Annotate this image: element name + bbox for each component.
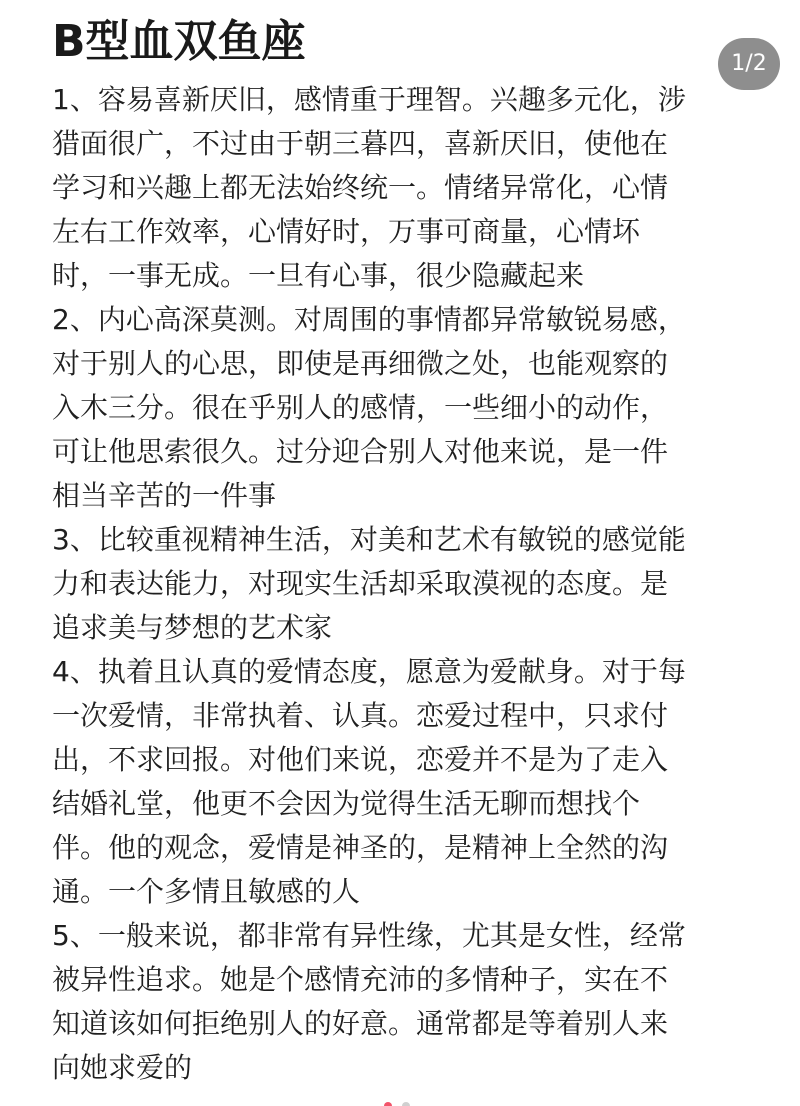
carousel-dot[interactable] (402, 1102, 410, 1106)
text-line: 出，不求回报。对他们来说，恋爱并不是为了走入 (52, 743, 669, 776)
text-line: 猎面很广，不过由于朝三暮四，喜新厌旧，使他在 (52, 127, 669, 160)
carousel-dots (380, 1100, 420, 1106)
text-line: 1、容易喜新厌旧，感情重于理智。兴趣多元化，涉 (52, 83, 686, 116)
text-line: 伴。他的观念，爱情是神圣的，是精神上全然的沟 (52, 831, 669, 864)
text-line: 学习和兴趣上都无法始终统一。情绪异常化，心情 (52, 171, 669, 204)
text-line: 可让他思索很久。过分迎合别人对他来说，是一件 (52, 435, 669, 468)
text-line: 3、比较重视精神生活，对美和艺术有敏锐的感觉能 (52, 523, 686, 556)
text-line: 被异性追求。她是个感情充沛的多情种子，实在不 (52, 963, 669, 996)
text-line: 知道该如何拒绝别人的好意。通常都是等着别人来 (52, 1007, 669, 1040)
text-line: 4、执着且认真的爱情态度，愿意为爱献身。对于每 (52, 655, 686, 688)
carousel-dot-active[interactable] (384, 1102, 392, 1106)
text-line: 追求美与梦想的艺术家 (52, 611, 333, 644)
text-line: 结婚礼堂，他更不会因为觉得生活无聊而想找个 (52, 787, 641, 820)
text-line: 力和表达能力，对现实生活却采取漠视的态度。是 (52, 567, 669, 600)
text-line: 5、一般来说，都非常有异性缘，尤其是女性，经常 (52, 919, 686, 952)
post-title: B型血双鱼座 (52, 16, 306, 67)
text-line: 通。一个多情且敏感的人 (52, 875, 361, 908)
page-indicator-badge: 1/2 (718, 38, 780, 90)
post-body (52, 78, 752, 1090)
text-line: 2、内心高深莫测。对周围的事情都异常敏锐易感， (52, 303, 686, 336)
text-line: 左右工作效率，心情好时，万事可商量，心情坏 (52, 215, 641, 248)
text-line: 向她求爱的 (52, 1051, 193, 1084)
text-line: 对于别人的心思，即使是再细微之处，也能观察的 (52, 347, 669, 380)
text-line: 一次爱情，非常执着、认真。恋爱过程中，只求付 (52, 699, 669, 732)
text-line: 入木三分。很在乎别人的感情，一些细小的动作， (52, 391, 669, 424)
text-line: 相当辛苦的一件事 (52, 479, 277, 512)
text-line: 时，一事无成。一旦有心事，很少隐藏起来 (52, 259, 585, 292)
